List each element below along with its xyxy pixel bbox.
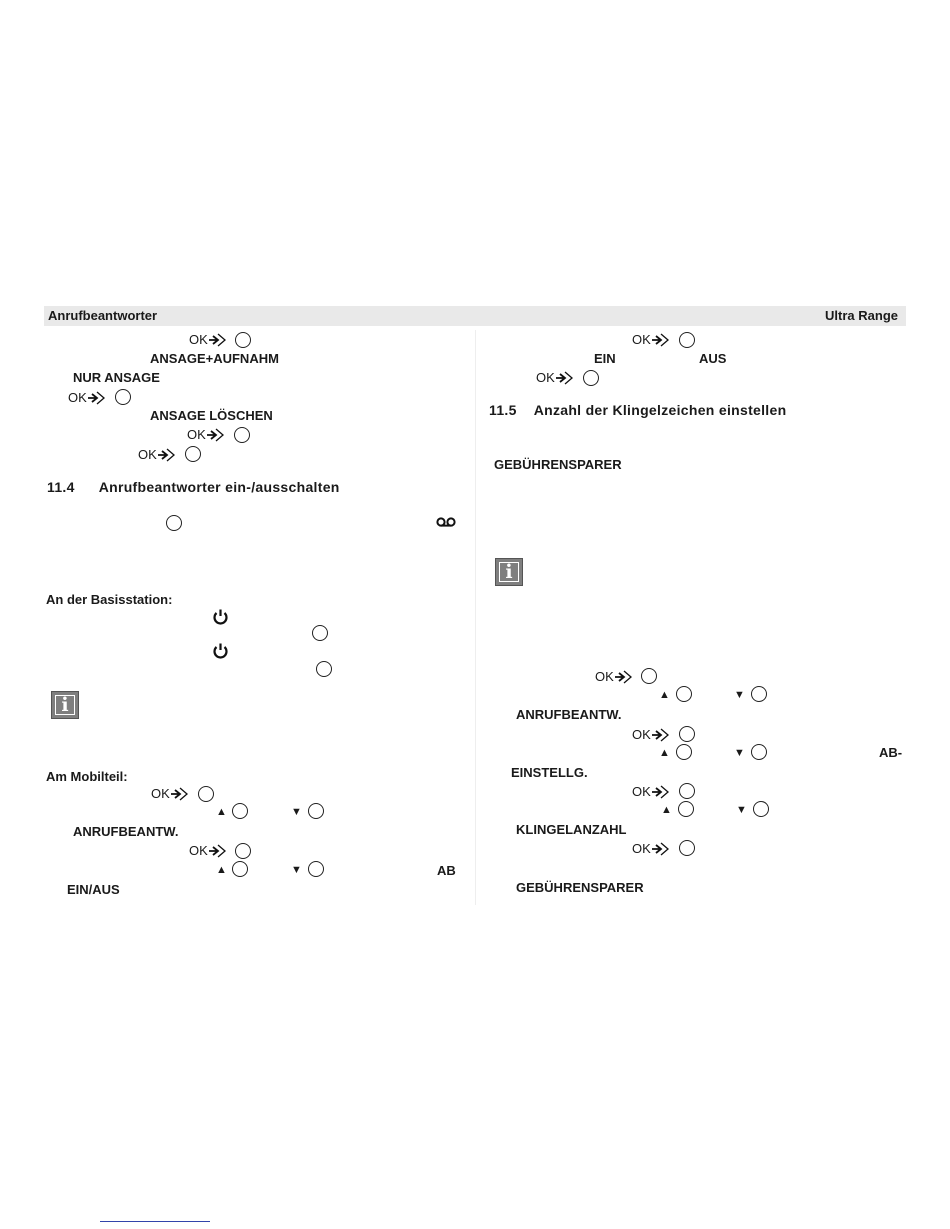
softkey-circle-icon xyxy=(679,726,695,742)
arrow-up-icon: ▲ xyxy=(659,689,670,701)
ok-key-icon: OK xyxy=(189,843,226,859)
ok-key-icon: OK xyxy=(632,784,669,800)
softkey-circle-icon xyxy=(751,744,767,760)
einstellg-label: EINSTELLG. xyxy=(511,765,588,780)
gebuehrensparer-label: GEBÜHRENSPARER xyxy=(494,457,622,472)
ab-dash-label: AB- xyxy=(879,745,903,760)
section-title: Anzahl der Klingelzeichen einstellen xyxy=(533,402,787,418)
ok-key-icon: OK xyxy=(632,727,669,743)
softkey-circle-icon xyxy=(679,332,695,348)
power-icon xyxy=(212,642,229,660)
softkey-circle-icon xyxy=(308,861,324,877)
nur-ansage-label: NUR ANSAGE xyxy=(73,370,160,385)
softkey-circle-icon xyxy=(235,332,251,348)
softkey-circle-icon xyxy=(185,446,201,462)
klingelanzahl-label: KLINGELANZAHL xyxy=(516,822,627,837)
arrow-down-icon: ▼ xyxy=(291,806,302,818)
ok-key-icon: OK xyxy=(536,370,573,386)
arrow-down-icon: ▼ xyxy=(734,689,745,701)
arrow-up-icon: ▲ xyxy=(216,864,227,876)
softkey-circle-icon xyxy=(308,803,324,819)
softkey-circle-icon xyxy=(198,786,214,802)
softkey-circle-icon xyxy=(676,686,692,702)
softkey-circle-icon xyxy=(235,843,251,859)
ein-aus-label: EIN/AUS xyxy=(67,882,120,897)
an-der-basisstation-heading: An der Basisstation: xyxy=(46,592,173,607)
header-right-title: Ultra Range xyxy=(825,308,898,323)
ok-key-icon: OK xyxy=(595,669,632,685)
section-11-4-heading xyxy=(47,479,340,495)
ok-key-icon: OK xyxy=(151,786,188,802)
softkey-circle-icon xyxy=(312,625,328,641)
info-icon: i xyxy=(495,558,523,586)
ok-key-icon: OK xyxy=(189,332,226,348)
softkey-circle-icon xyxy=(676,744,692,760)
ansage-loeschen-label: ANSAGE LÖSCHEN xyxy=(150,408,273,423)
ansage-aufnahm-label: ANSAGE+AUFNAHM xyxy=(150,351,279,366)
arrow-down-icon: ▼ xyxy=(291,864,302,876)
softkey-circle-icon xyxy=(641,668,657,684)
header-left-title: Anrufbeantworter xyxy=(48,308,158,323)
softkey-circle-icon xyxy=(678,801,694,817)
ok-key-icon: OK xyxy=(68,390,105,406)
section-number: 11.4 xyxy=(47,479,75,495)
arrow-down-icon: ▼ xyxy=(736,804,747,816)
header-bar xyxy=(44,306,906,326)
section-number: 11.5 xyxy=(489,402,517,418)
section-title: Anrufbeantworter ein-/ausschalten xyxy=(98,479,340,495)
aus-label: AUS xyxy=(699,351,727,366)
voicemail-icon xyxy=(436,517,456,527)
anrufbeantw-label: ANRUFBEANTW. xyxy=(516,707,622,722)
ein-label: EIN xyxy=(594,351,616,366)
section-11-5-heading xyxy=(489,402,786,418)
am-mobilteil-heading: Am Mobilteil: xyxy=(46,769,128,784)
arrow-down-icon: ▼ xyxy=(734,747,745,759)
ok-key-icon: OK xyxy=(632,841,669,857)
arrow-up-icon: ▲ xyxy=(659,747,670,759)
softkey-circle-icon xyxy=(753,801,769,817)
softkey-circle-icon xyxy=(751,686,767,702)
column-divider xyxy=(475,330,476,905)
softkey-circle-icon xyxy=(166,515,182,531)
softkey-circle-icon xyxy=(232,803,248,819)
arrow-up-icon: ▲ xyxy=(216,806,227,818)
softkey-circle-icon xyxy=(679,840,695,856)
softkey-circle-icon xyxy=(234,427,250,443)
anrufbeantw-label: ANRUFBEANTW. xyxy=(73,824,179,839)
softkey-circle-icon xyxy=(583,370,599,386)
gebuehrensparer-label: GEBÜHRENSPARER xyxy=(516,880,644,895)
softkey-circle-icon xyxy=(316,661,332,677)
ok-key-icon: OK xyxy=(632,332,669,348)
ok-key-icon: OK xyxy=(187,427,224,443)
softkey-circle-icon xyxy=(115,389,131,405)
footer-link-line xyxy=(100,1221,210,1222)
softkey-circle-icon xyxy=(232,861,248,877)
ab-label: AB xyxy=(437,863,456,878)
arrow-up-icon: ▲ xyxy=(661,804,672,816)
ok-key-icon: OK xyxy=(138,447,175,463)
power-icon xyxy=(212,608,229,626)
softkey-circle-icon xyxy=(679,783,695,799)
info-icon: i xyxy=(51,691,79,719)
